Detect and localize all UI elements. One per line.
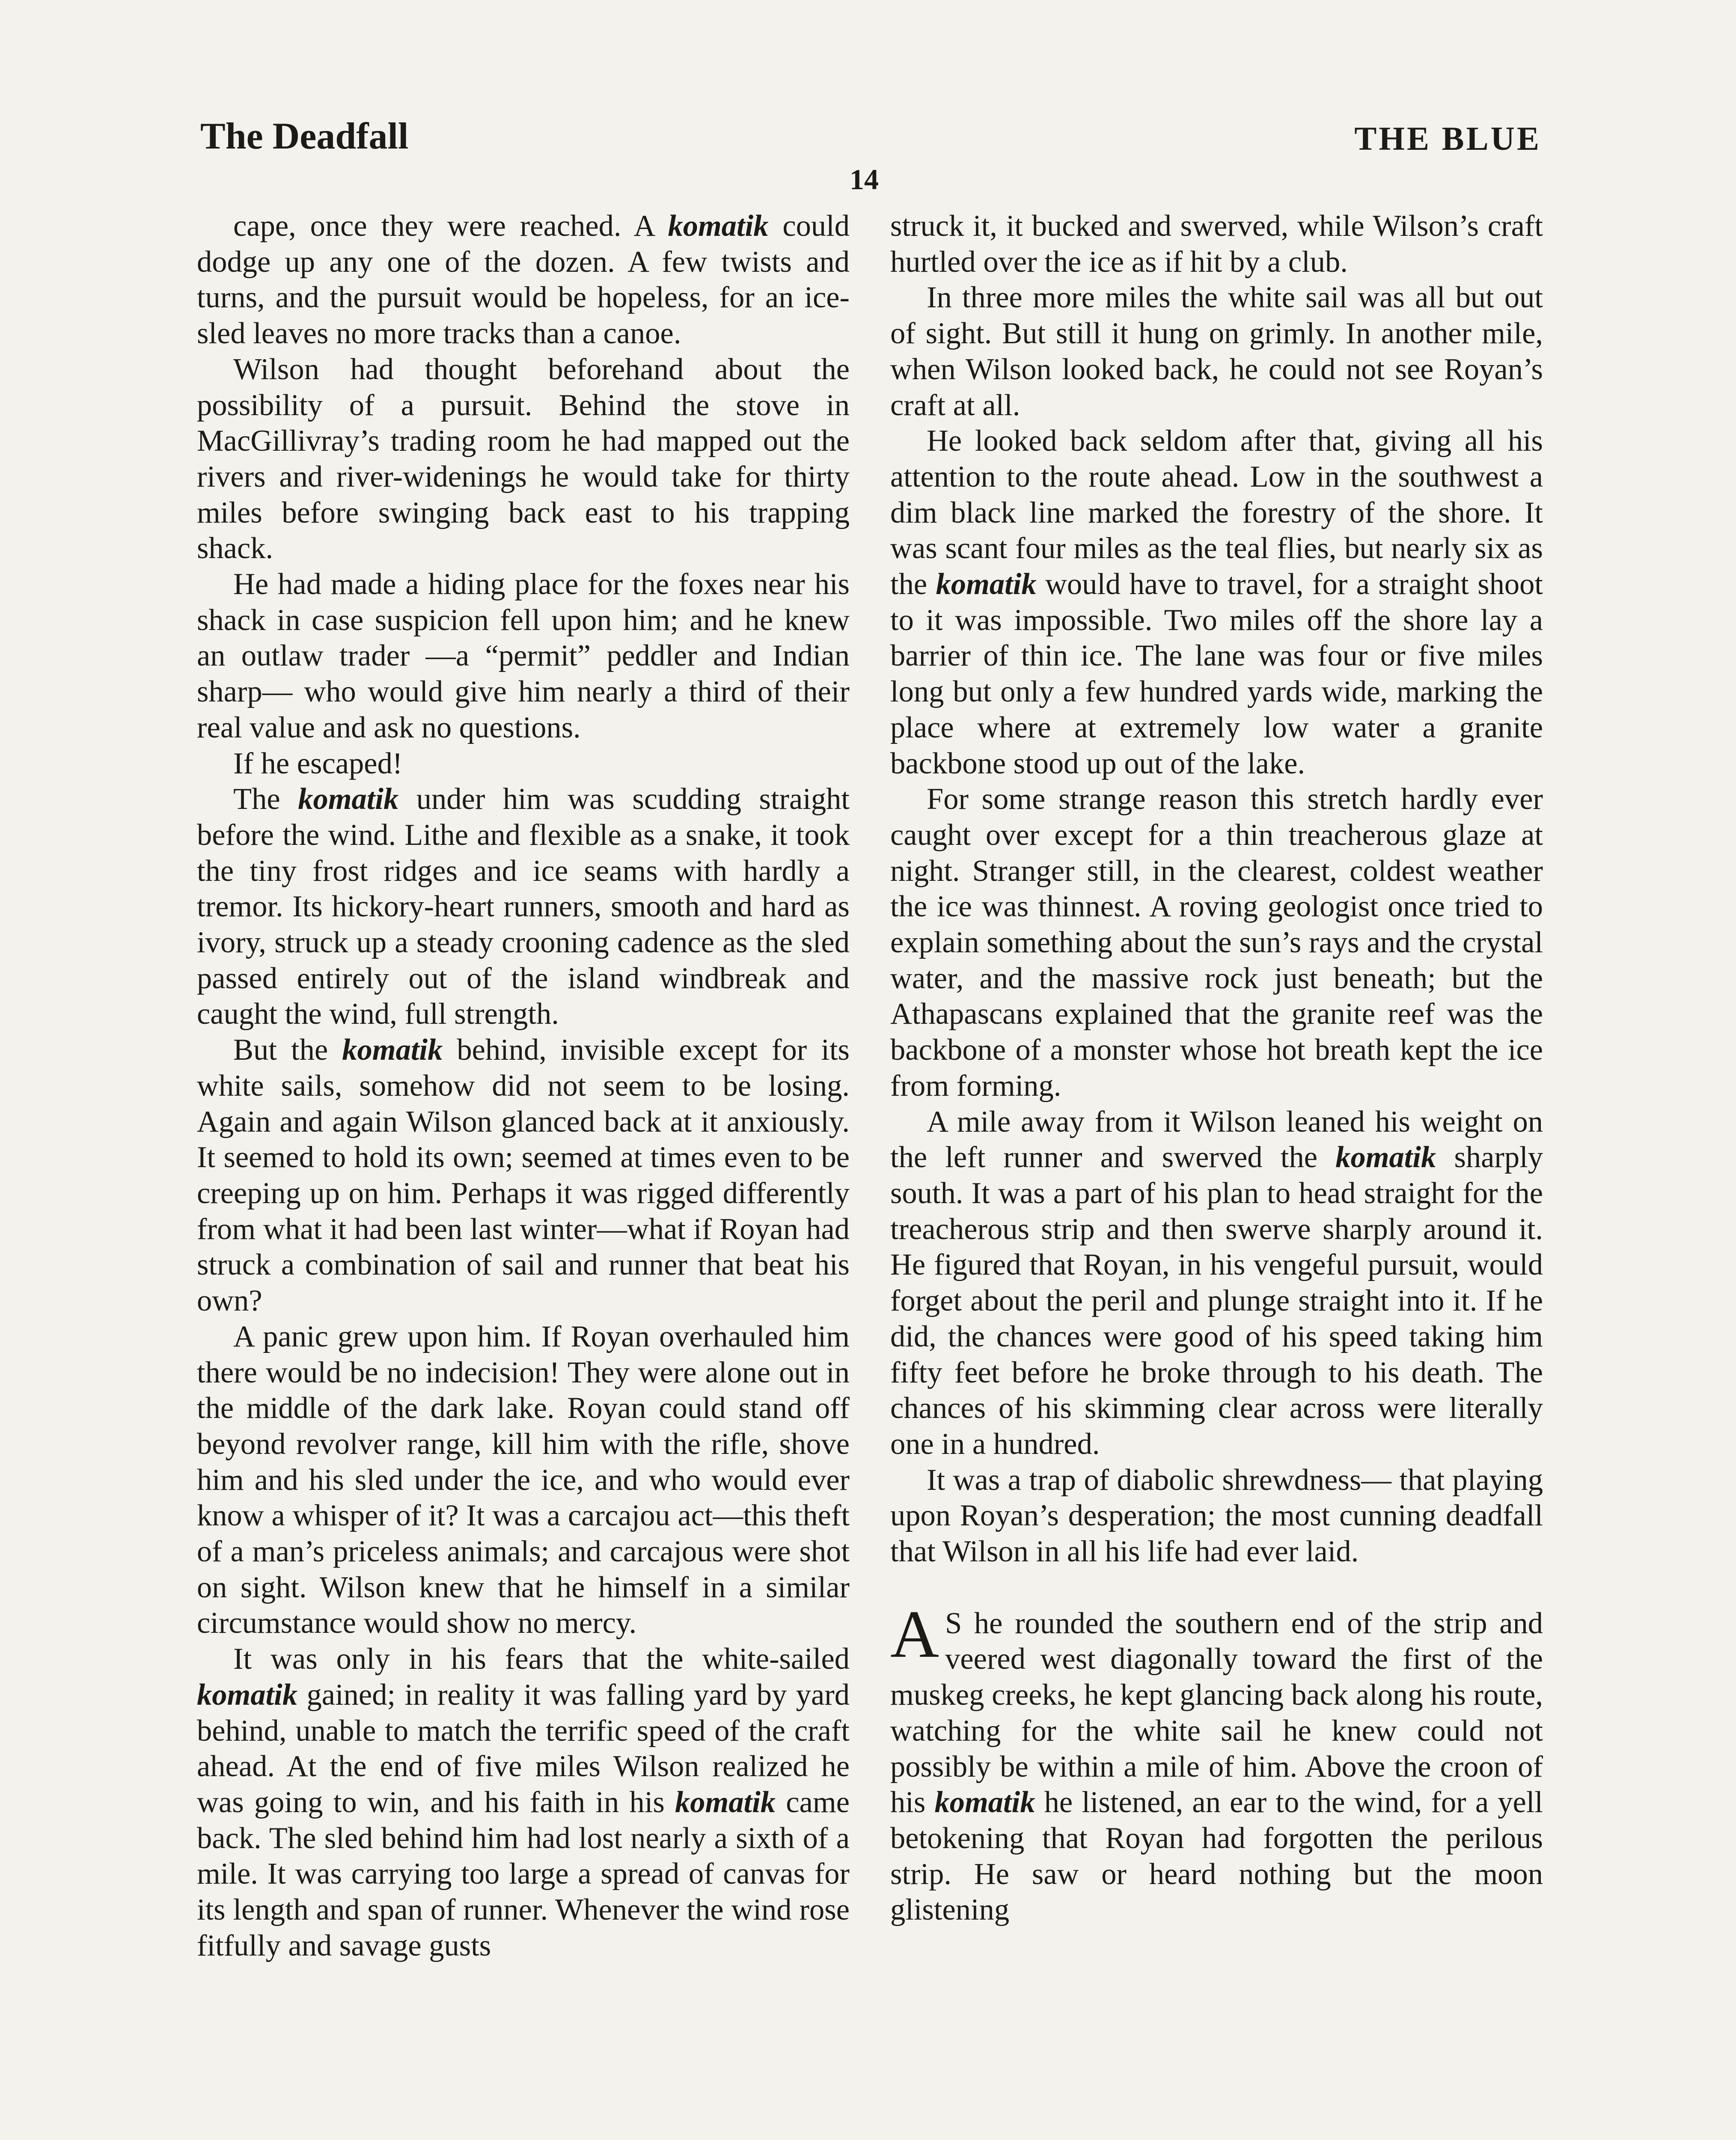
italic-term: komatik xyxy=(675,1785,776,1819)
paragraph xyxy=(197,1641,850,1964)
paragraph xyxy=(890,280,1543,423)
text-run: gained; in reality it was falling yard by yard behind, unable to match the terrific speed of the craft ahead. At the end of five miles Wilson realized he was going to win, and his faith in his xyxy=(197,1678,850,1819)
paragraph xyxy=(197,208,850,352)
paragraph xyxy=(197,746,850,782)
italic-term: komatik xyxy=(298,782,399,816)
text-run: came back. The sled behind him had lost nearly a sixth of a mile. It was carrying too large a spread of canvas for its length and span of runner. Whenever the wind rose fitfully and savage gusts xyxy=(197,1785,850,1962)
paragraph xyxy=(890,1104,1543,1462)
text-run: It was only in his fears that the white-sailed xyxy=(233,1642,850,1676)
paragraph xyxy=(197,567,850,746)
text-run: under him was scudding straight before the wind. Lithe and flexible as a snake, it took the tiny frost ridges and ice seams with hardly a tremor. Its hickory-heart runners, smooth and hard as ivory, struck up a steady crooning cadence as the sled passed entirely out of the island windbreak and caught the wind, full strength. xyxy=(197,782,850,1031)
paragraph xyxy=(890,208,1543,280)
paragraph xyxy=(197,1032,850,1319)
paragraph xyxy=(197,782,850,1032)
paragraph xyxy=(890,782,1543,1104)
text-run: behind, invisible except for its white sails, somehow did not seem to be losing. Again and again Wilson glanced back at it anxiously. It seemed to hold its own; seemed at times even to be creeping up on him. Perhaps it was rigged differently from what it had been last winter—what if Royan had struck a combination of sail and runner that beat his own? xyxy=(197,1033,850,1318)
text-run: In three more miles the white sail was all but out of sight. But still it hung on grimly. In another mile, when Wilson looked back, he could not see Royan’s craft at all. xyxy=(890,281,1543,422)
italic-term: komatik xyxy=(668,209,769,243)
text-run: S he rounded the southern end of the strip and veered west diagonally toward the first of the muskeg creeks, he kept glancing back along his route, watching for the white sail he knew could not possibly be within a mile of him. Above the croon of his xyxy=(890,1606,1543,1819)
italic-term: komatik xyxy=(342,1033,443,1067)
text-run: sharply south. It was a part of his plan to head straight for the treacherous strip and then swerve sharply around it. He figured that Royan, in his vengeful pursuit, would forget about the peril and plunge straight into it. If he did, the chances were good of his speed taking him fifty feet before he broke through to his death. The chances of his skimming clear across were literally one in a hundred. xyxy=(890,1141,1543,1461)
paragraph xyxy=(197,352,850,567)
text-run: It was a trap of diabolic shrewdness— that playing upon Royan’s desperation; the most cunning deadfall that Wilson in all his life had ever laid. xyxy=(890,1463,1543,1569)
text-run: But the xyxy=(233,1033,342,1067)
text-run: A mile away from it Wilson leaned his weight on the left runner and swerved the xyxy=(890,1105,1543,1174)
text-run: struck it, it bucked and swerved, while Wilson’s craft hurtled over the ice as if hit by a club. xyxy=(890,209,1543,279)
magazine-section: THE BLUE xyxy=(1354,120,1541,157)
page-title: The Deadfall xyxy=(200,116,409,157)
text-run: cape, once they were reached. A xyxy=(233,209,668,243)
text-run: A panic grew upon him. If Royan overhauled him there would be no indecision! They were alone out in the middle of the dark lake. Royan could stand off beyond revolver range, kill him with the rifle, shove him and his sled under the ice, and who would ever know a whisper of it? It was a carcajou act—this theft of a man’s priceless animals; and carcajous were shot on sight. Wilson knew that he himself in a similar circumstance would show no mercy. xyxy=(197,1320,850,1640)
text-run: Wilson had thought beforehand about the possibility of a pursuit. Behind the stove in MacGillivray’s trading room he had mapped out the rivers and river-widenings he would take for thirty miles before swinging back east to his trapping shack. xyxy=(197,352,850,565)
page-number: 14 xyxy=(850,163,879,196)
paragraph xyxy=(890,423,1543,782)
drop-cap: A xyxy=(890,1596,939,1672)
paragraph xyxy=(197,1319,850,1641)
right-text-column xyxy=(890,208,1543,1928)
paragraph xyxy=(890,1462,1543,1570)
text-run: would have to travel, for a straight shoot to it was impossible. Two miles off the shore lay a barrier of thin ice. The lane was four or five miles long but only a few hundred yards wide, marking the place where at extremely low water a granite backbone stood up out of the lake. xyxy=(890,568,1543,780)
text-run: He looked back seldom after that, giving all his attention to the route ahead. Low in the southwest a dim black line marked the forestry of the shore. It was scant four miles as the teal flies, but nearly six as the xyxy=(890,424,1543,601)
text-run: He had made a hiding place for the foxes near his shack in case suspicion fell upon him; and he knew an outlaw trader —a “permit” peddler and Indian sharp— who would give him nearly a third of their real value and ask no questions. xyxy=(197,568,850,744)
text-run: The xyxy=(233,782,298,816)
text-run: If he escaped! xyxy=(233,746,403,780)
text-run: could dodge up any one of the dozen. A few twists and turns, and the pursuit would be hopeless, for an ice-sled leaves no more tracks than a canoe. xyxy=(197,209,850,351)
left-text-column xyxy=(197,208,850,1964)
text-run: he listened, an ear to the wind, for a yell betokening that Royan had forgotten the perilous strip. He saw or heard nothing but the moon glistening xyxy=(890,1786,1543,1927)
italic-term: komatik xyxy=(934,1786,1035,1819)
italic-term: komatik xyxy=(936,568,1037,601)
italic-term: komatik xyxy=(197,1678,298,1712)
paragraph xyxy=(890,1596,1543,1928)
italic-term: komatik xyxy=(1335,1141,1436,1174)
text-run: For some strange reason this stretch hardly ever caught over except for a thin treacherous glaze at night. Stranger still, in the clearest, coldest weather the ice was thinnest. A roving geologist once tried to explain something about the sun’s rays and the crystal water, and the massive rock just beneath; but the Athapascans explained that the granite reef was the backbone of a monster whose hot breath kept the ice from forming. xyxy=(890,782,1543,1103)
